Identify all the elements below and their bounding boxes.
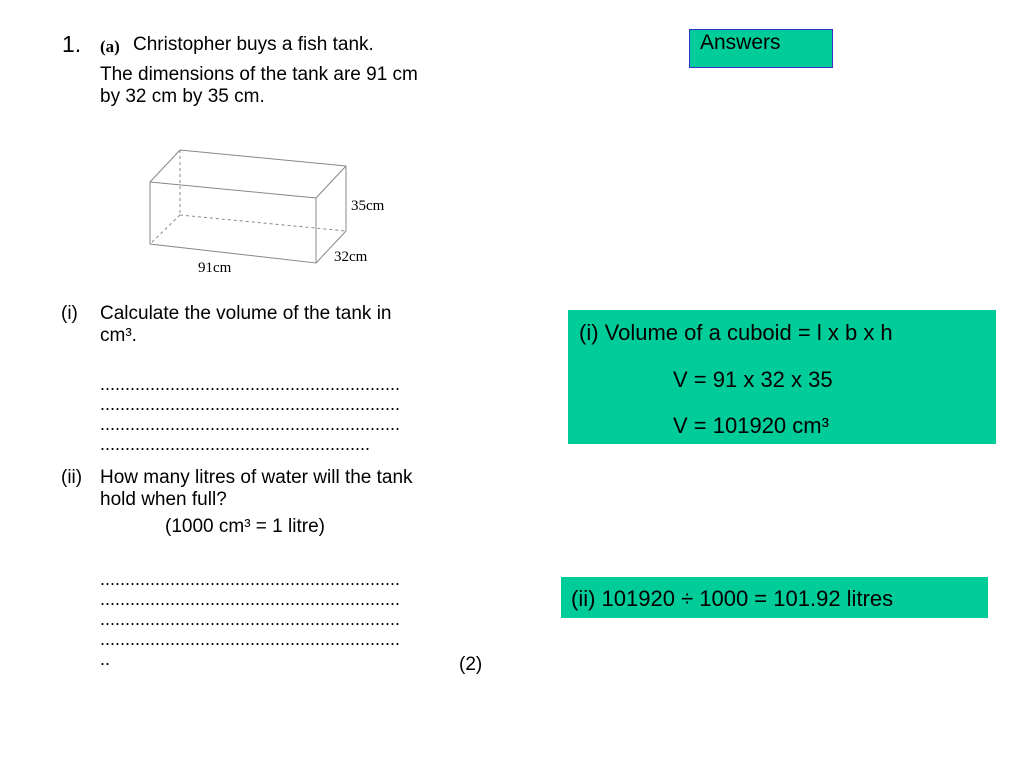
answer-line: ............................................................ <box>100 374 401 394</box>
answer-line: ...................................................... <box>100 434 371 454</box>
answer-line: ............................................................ <box>100 589 401 609</box>
answer-ii-result: (ii) 101920 ÷ 1000 = 101.92 litres <box>571 586 894 611</box>
part-i-text-line2: cm³. <box>100 325 137 346</box>
question-intro-line2 <box>100 64 418 108</box>
part-i-text-line1: Calculate the volume of the tank in <box>100 303 392 324</box>
part-ii-label: (ii) <box>61 467 83 488</box>
answer-line: ............................................................ <box>100 394 401 414</box>
answer-line: ............................................................ <box>100 569 401 589</box>
answer-panel-i <box>568 310 996 444</box>
question-intro-line2b: by 32 cm by 35 cm. <box>100 86 265 107</box>
part-label: (a) <box>100 37 120 56</box>
answer-line: ............................................................ <box>100 414 401 434</box>
part-ii-question <box>100 467 413 511</box>
answer-i-result: V = 101920 cm³ <box>673 413 829 438</box>
part-ii-text-line2: hold when full? <box>100 489 227 510</box>
visible-edges <box>150 150 346 263</box>
answer-line: ............................................................ <box>100 629 401 649</box>
conversion-note: (1000 cm³ = 1 litre) <box>165 516 325 537</box>
answer-line: ............................................................ <box>100 609 401 629</box>
answer-i-formula: (i) Volume of a cuboid = l x b x h <box>579 320 893 345</box>
question-intro-line2a: The dimensions of the tank are 91 cm <box>100 64 418 85</box>
part-i-question <box>100 303 392 347</box>
height-label: 35cm <box>351 198 385 214</box>
depth-label: 32cm <box>334 249 368 265</box>
part-i-label: (i) <box>61 303 78 324</box>
answer-i-substitution: V = 91 x 32 x 35 <box>673 367 833 392</box>
part-ii-text-line1: How many litres of water will the tank <box>100 467 413 488</box>
cuboid-diagram <box>140 140 400 280</box>
part-ii-answer-lines <box>100 569 400 669</box>
question-intro-line1: Christopher buys a fish tank. <box>133 34 374 55</box>
answer-line: .. <box>100 649 111 669</box>
question-number: 1. <box>62 31 82 57</box>
answers-heading: Answers <box>689 29 833 68</box>
answer-panel-ii <box>561 577 988 618</box>
length-label: 91cm <box>198 260 232 276</box>
marks-label: (2) <box>459 654 483 675</box>
part-i-answer-lines <box>100 374 400 454</box>
